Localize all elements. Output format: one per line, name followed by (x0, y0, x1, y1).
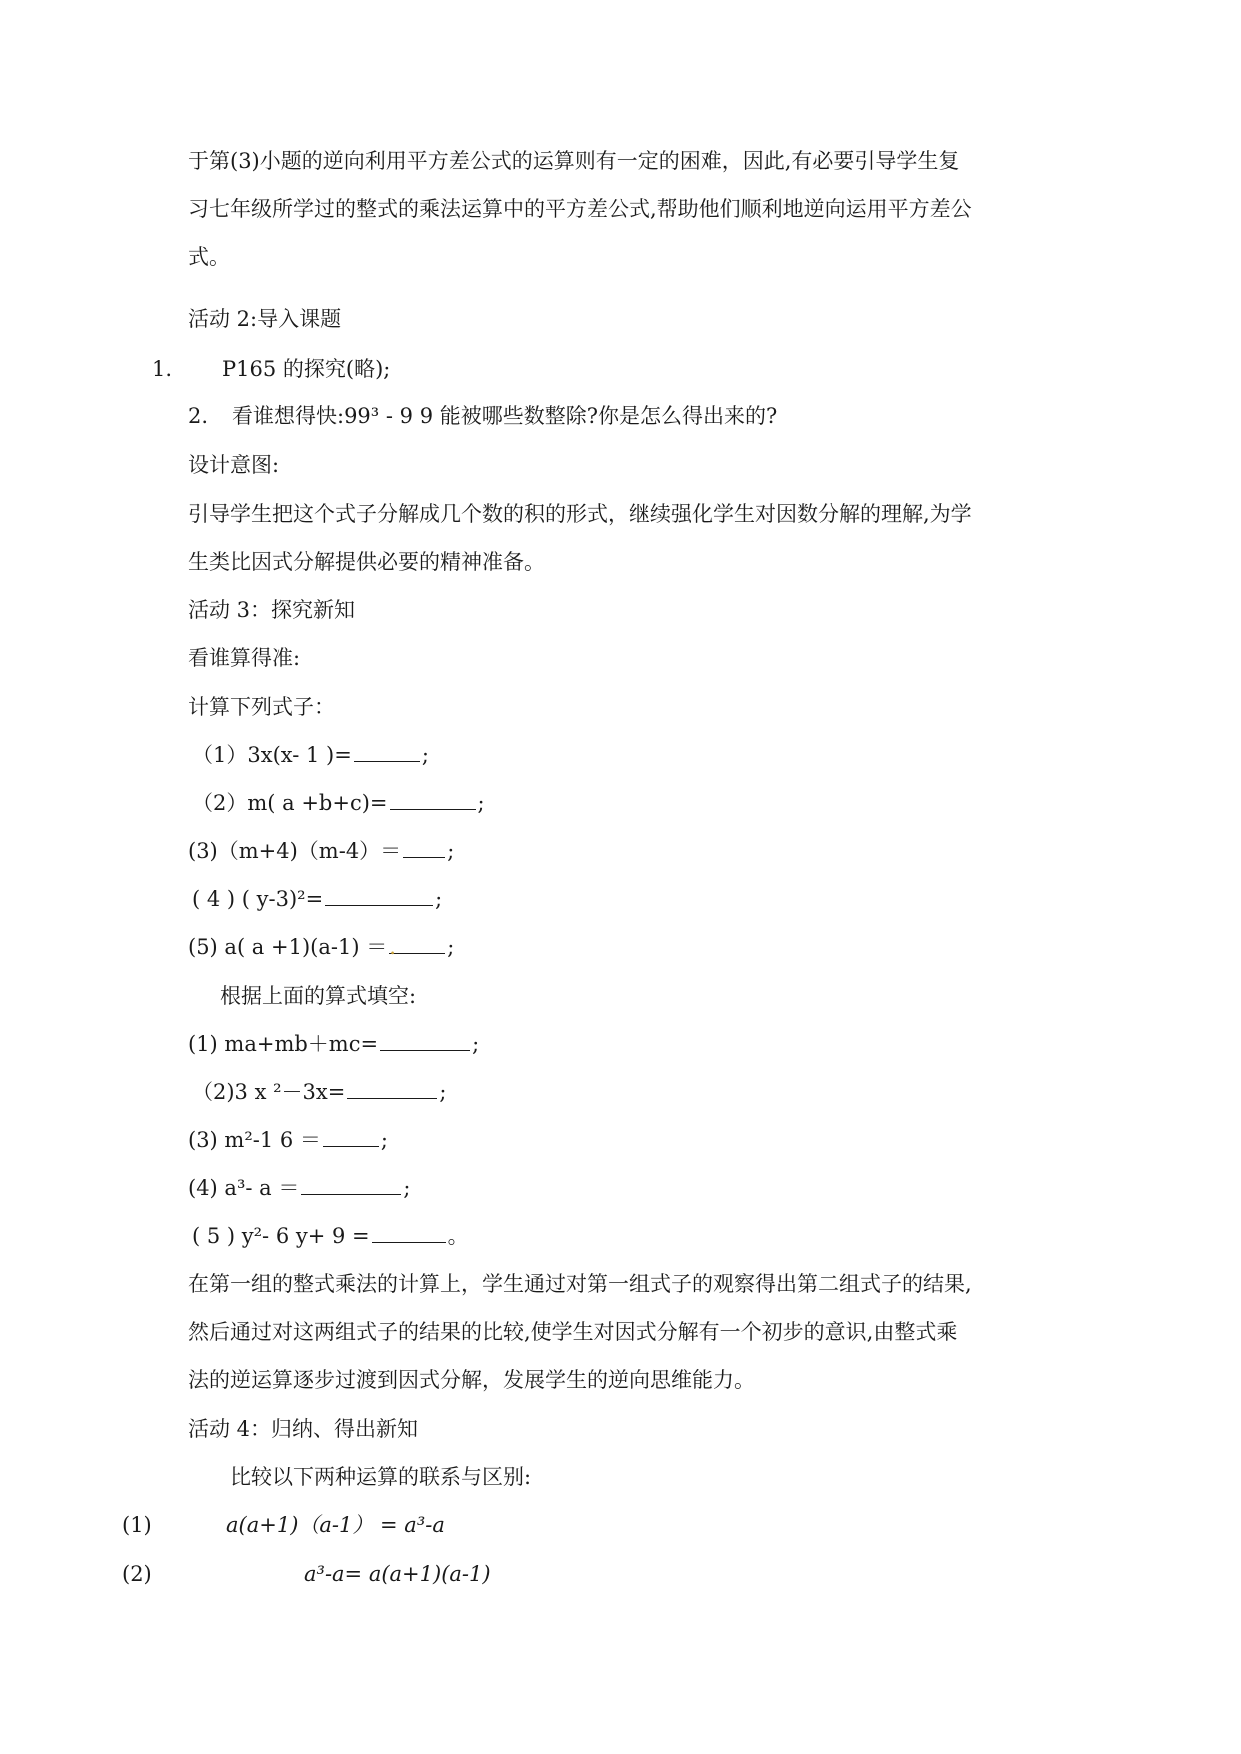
activity2-item2-number: 2. (188, 404, 209, 428)
activity3-heading: 活动 3：探究新知 (188, 598, 356, 622)
design-intent-line-1: 引导学生把这个式子分解成几个数的积的形式，继续强化学生对因数分解的理解,为学 (188, 502, 972, 526)
compare-row-1-number: (1) (122, 1513, 152, 1537)
exercise-row (192, 885, 442, 913)
exercise-row (188, 1126, 388, 1154)
exercise-semicolon: ; (435, 887, 443, 911)
exercise-text: (3)（m+4)（m-4）＝ (188, 839, 402, 863)
exercise-row (192, 1078, 446, 1106)
answer-blank (372, 1222, 446, 1243)
fill-in-label: 根据上面的算式填空: (220, 984, 417, 1008)
activity2-item2-text: 看谁想得快:99³ - 9 9 能被哪些数整除?你是怎么得出来的? (232, 404, 778, 428)
intro-line-3: 式。 (188, 245, 230, 269)
exercise-semicolon: ; (447, 839, 455, 863)
compare-label: 比较以下两种运算的联系与区别: (230, 1465, 532, 1489)
exercise-text: (5) a( a +1)(a-1) ＝ (188, 935, 388, 959)
compare-row-2-number: (2) (122, 1562, 152, 1586)
exercise-text: (1) ma+mb＋mc= (188, 1032, 379, 1056)
answer-blank: . (389, 933, 445, 954)
answer-blank (380, 1030, 470, 1051)
exercise-semicolon: ; (380, 1128, 388, 1152)
exercise-text: （2)3 x ²－3x= (192, 1080, 346, 1104)
summary-line-3: 法的逆运算逐步过渡到因式分解，发展学生的逆向思维能力。 (188, 1368, 755, 1392)
exercise-row (188, 837, 454, 865)
exercise-text: ( 4 ) ( y-3)²= (192, 887, 324, 911)
compare-row-2-formula: a³-a= a(a+1)(a-1) (304, 1562, 491, 1586)
exercise-text: (3) m²-1 6 ＝ (188, 1128, 321, 1152)
exercise-text: ( 5 ) y²- 6 y+ 9 = (192, 1224, 370, 1248)
exercise-row (192, 741, 429, 769)
exercise-text: (4) a³- a ＝ (188, 1176, 300, 1200)
exercise-semicolon: ; (447, 935, 455, 959)
design-intent-line-2: 生类比因式分解提供必要的精神准备。 (188, 550, 545, 574)
exercise-row (188, 1030, 479, 1058)
summary-line-2: 然后通过对这两组式子的结果的比较,使学生对因式分解有一个初步的意识,由整式乘 (188, 1320, 958, 1344)
answer-blank (354, 741, 420, 762)
compute-label: 计算下列式子： (188, 695, 335, 719)
exercise-row (188, 933, 454, 961)
answer-blank (323, 1126, 379, 1147)
exercise-row (188, 1174, 410, 1202)
design-intent-label: 设计意图: (188, 453, 280, 477)
exercise-row (192, 789, 485, 817)
exercise-semicolon: ; (472, 1032, 480, 1056)
activity2-heading: 活动 2:导入课题 (188, 307, 342, 331)
compare-row-1-formula: a(a+1)（a-1） = a³-a (226, 1513, 445, 1537)
exercise-text: （2）m( a +b+c)= (192, 791, 388, 815)
intro-line-1: 于第(3)小题的逆向利用平方差公式的运算则有一定的困难，因此,有必要引导学生复 (188, 149, 960, 173)
activity3-subheading: 看谁算得准: (188, 646, 301, 670)
exercise-period: 。 (447, 1224, 469, 1248)
exercise-semicolon: ; (421, 743, 429, 767)
answer-blank (390, 789, 476, 810)
summary-line-1: 在第一组的整式乘法的计算上，学生通过对第一组式子的观察得出第二组式子的结果, (188, 1272, 972, 1296)
activity4-heading: 活动 4：归纳、得出新知 (188, 1417, 419, 1441)
exercise-semicolon: ; (403, 1176, 411, 1200)
exercise-semicolon: ; (477, 791, 485, 815)
activity2-item1-number: 1. (152, 357, 173, 381)
answer-blank (347, 1078, 437, 1099)
exercise-semicolon: ; (439, 1080, 447, 1104)
activity2-item1-text: P165 的探究(略); (222, 357, 391, 381)
exercise-row (192, 1222, 469, 1250)
answer-blank (325, 885, 433, 906)
answer-blank (301, 1174, 401, 1195)
answer-blank (403, 837, 445, 858)
intro-line-2: 习七年级所学过的整式的乘法运算中的平方差公式,帮助他们顺利地逆向运用平方差公 (188, 197, 972, 221)
exercise-text: （1）3x(x- 1 )= (192, 743, 352, 767)
